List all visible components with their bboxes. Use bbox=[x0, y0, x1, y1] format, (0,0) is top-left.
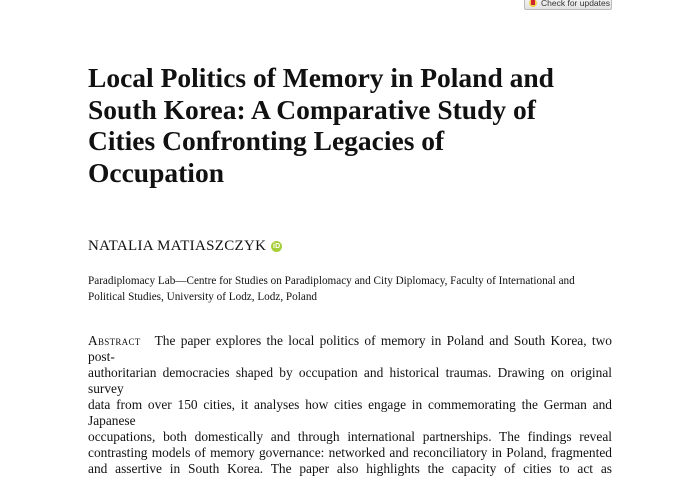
abstract-line bbox=[88, 397, 612, 429]
affiliation bbox=[88, 273, 575, 305]
abstract-text: occupations, both domestically and through international partnerships. The findings reveal bbox=[88, 429, 612, 444]
abstract-line bbox=[88, 333, 612, 365]
abstract-text: and assertive in South Korea. The paper also highlights the capacity of cities to act as bbox=[88, 461, 612, 476]
abstract-text: authoritarian democracies shaped by occupation and historical traumas. Drawing on original survey bbox=[88, 365, 612, 396]
affiliation-line: Paradiplomacy Lab—Centre for Studies on Paradiplomacy and City Diplomacy, Faculty of International and bbox=[88, 275, 575, 287]
abstract-line bbox=[88, 461, 612, 477]
title-line: Cities Confronting Legacies of bbox=[88, 125, 445, 156]
abstract-text: contrasting models of memory governance: networked and reconciliatory in Poland, fragmented bbox=[88, 445, 612, 460]
abstract-label: Abstract bbox=[88, 333, 141, 348]
abstract-line bbox=[88, 445, 612, 461]
abstract-line bbox=[88, 365, 612, 397]
paper-title bbox=[88, 62, 554, 188]
affiliation-line: Political Studies, University of Lodz, Lodz, Poland bbox=[88, 291, 318, 303]
title-line: South Korea: A Comparative Study of bbox=[88, 93, 536, 125]
abstract bbox=[88, 333, 612, 477]
check-for-updates-button[interactable] bbox=[524, 0, 612, 10]
abstract-text: data from over 150 cities, it analyses how cities engage in commemorating the German and Japanese bbox=[88, 397, 612, 428]
title-line: Occupation bbox=[88, 156, 224, 188]
author-name: NATALIA MATIASZCZYK bbox=[88, 238, 267, 254]
title-line: Local Politics of Memory in Poland and bbox=[88, 62, 554, 93]
check-for-updates-label: Check for updates bbox=[541, 0, 610, 8]
orcid-icon[interactable]: iD bbox=[272, 243, 281, 250]
abstract-text: The paper explores the local politics of memory in Poland and South Korea, two post- bbox=[88, 333, 612, 364]
crossmark-icon bbox=[529, 0, 537, 7]
abstract-line bbox=[88, 429, 612, 445]
author bbox=[88, 238, 282, 255]
